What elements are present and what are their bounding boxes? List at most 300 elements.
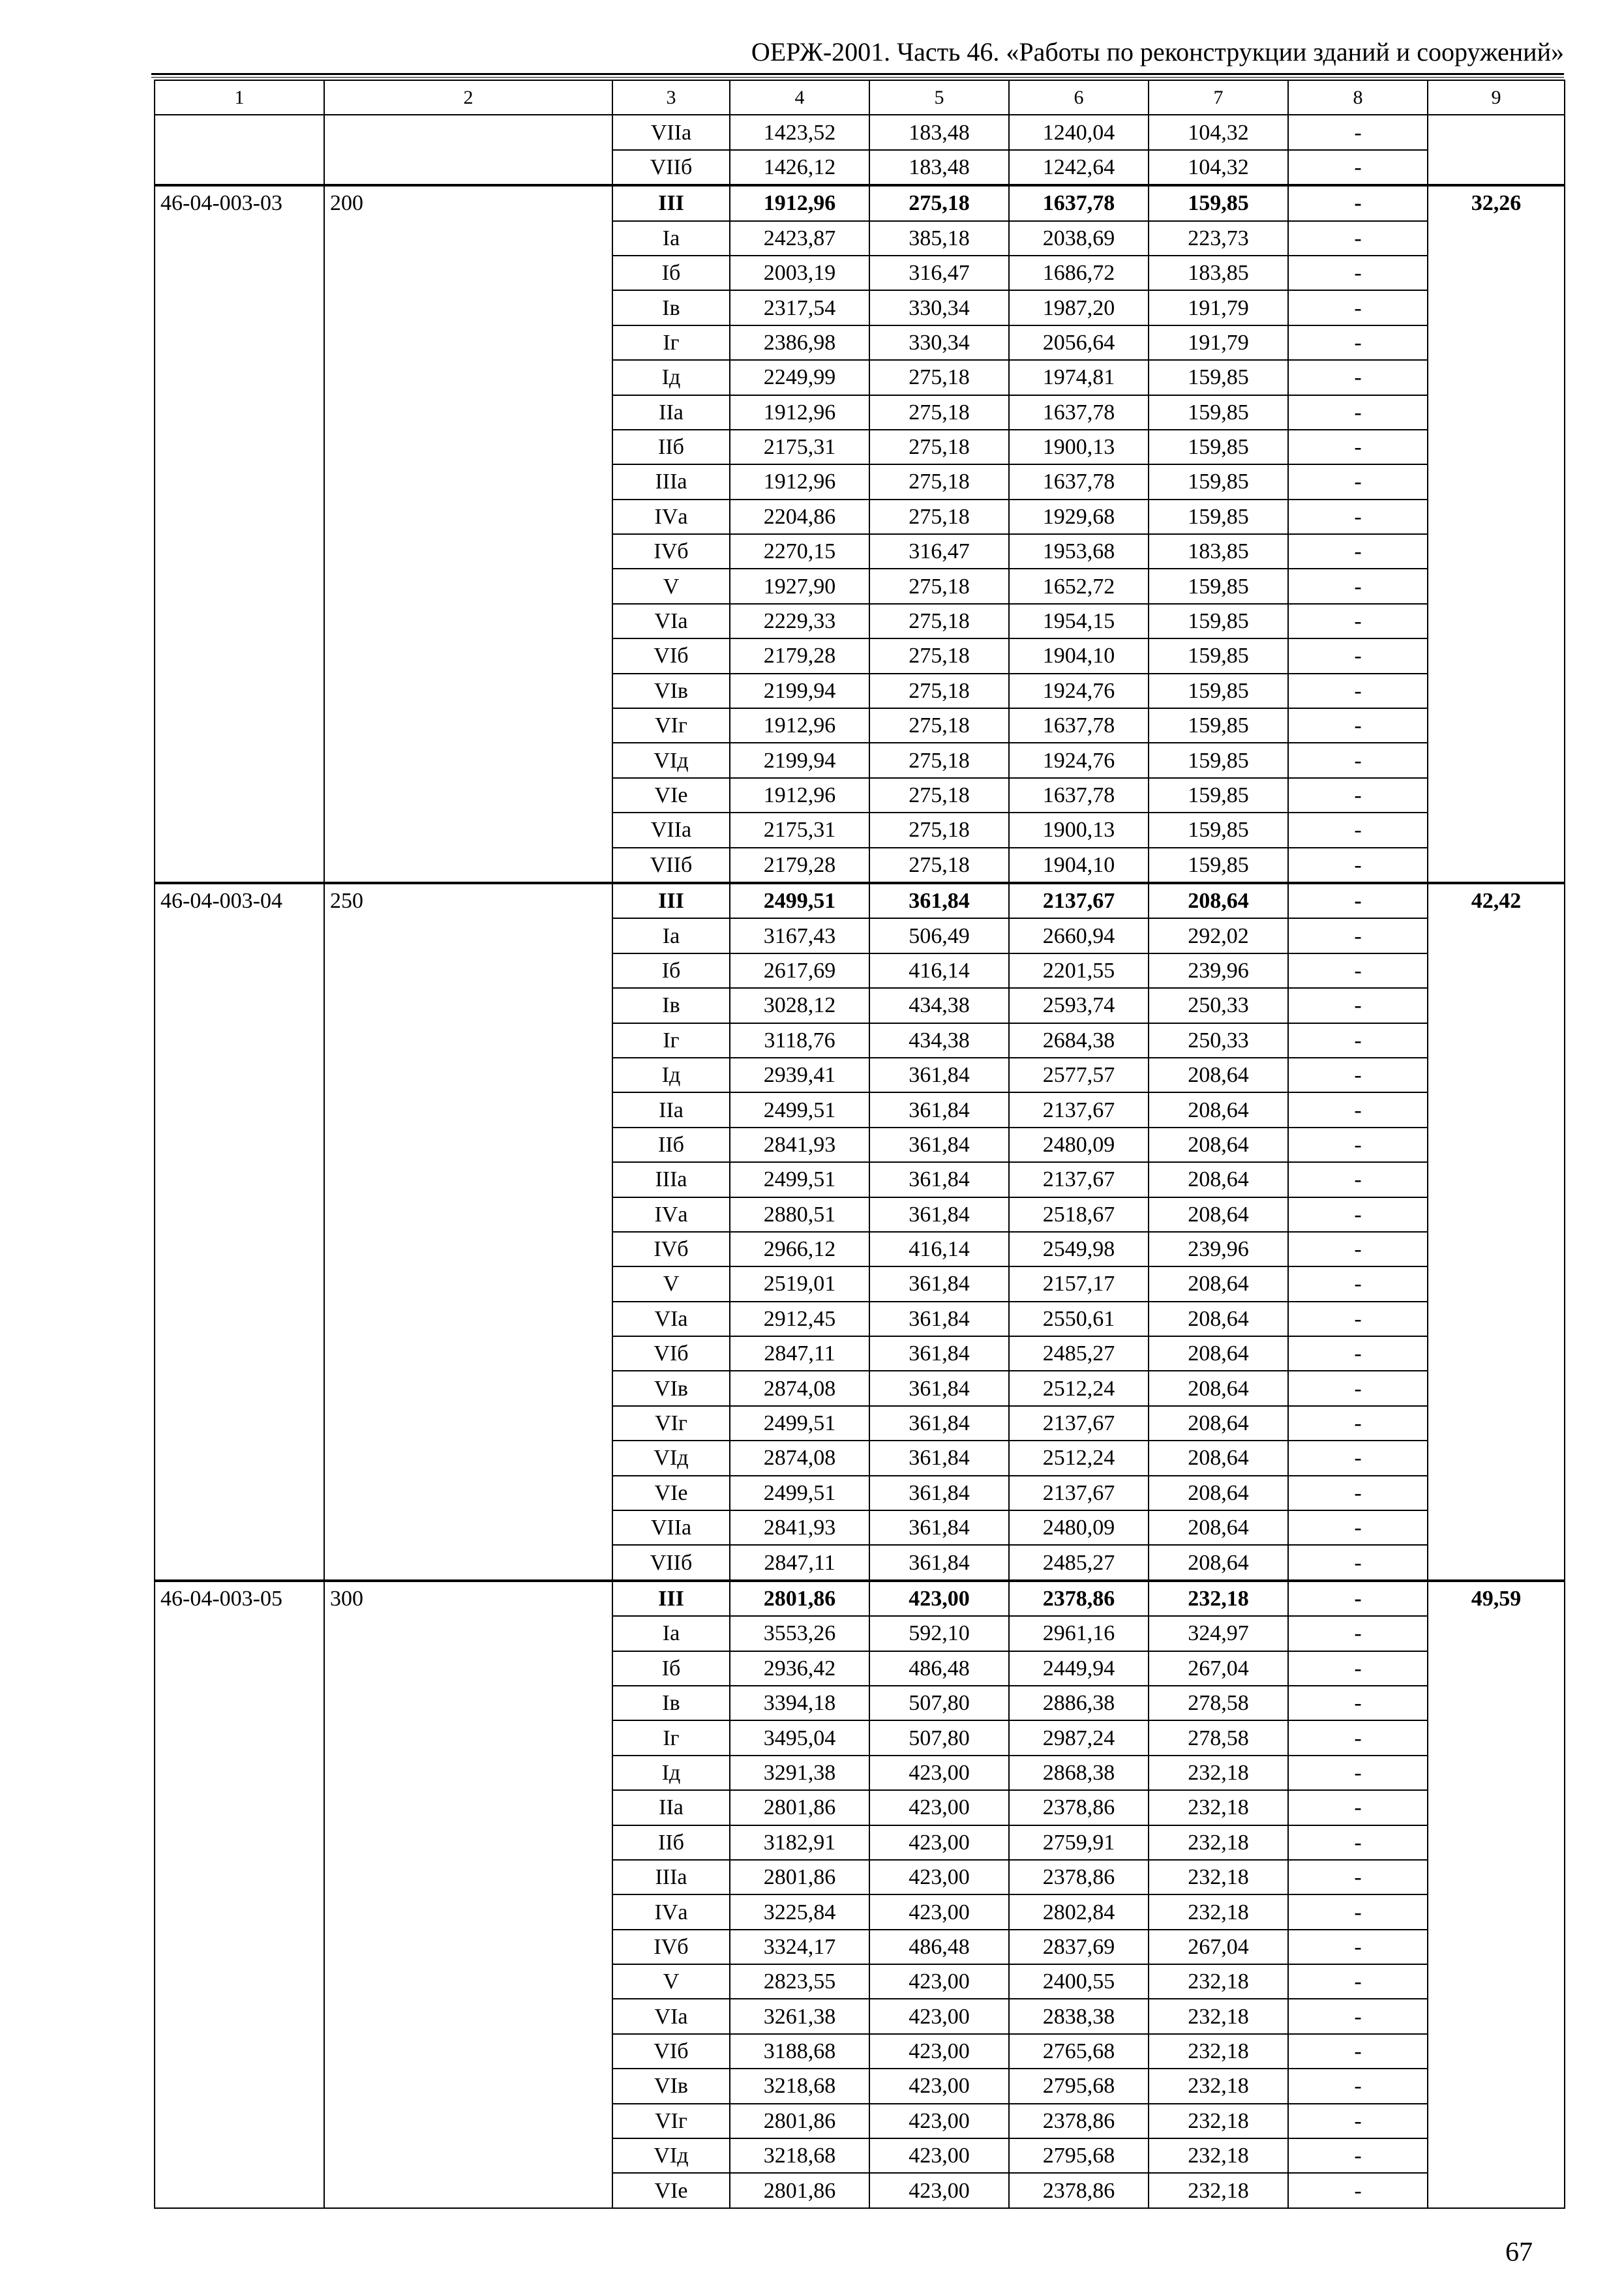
- direct-cost-cell: 2801,86: [730, 2104, 869, 2138]
- operators-wages-cell: 232,18: [1149, 2069, 1288, 2103]
- direct-cost-cell: 2617,69: [730, 953, 869, 988]
- direct-cost-cell: 2204,86: [730, 500, 869, 534]
- direct-cost-cell: 3394,18: [730, 1686, 869, 1720]
- page-header-title: ОЕРЖ-2001. Часть 46. «Работы по реконструкции зданий и сооружений»: [751, 37, 1564, 67]
- zone-cell: III: [612, 883, 730, 918]
- column-number: 9: [1428, 80, 1565, 115]
- machine-cost-cell: 2886,38: [1009, 1686, 1149, 1720]
- operators-wages-cell: 239,96: [1149, 953, 1288, 988]
- direct-cost-cell: 2823,55: [730, 1964, 869, 1999]
- machine-cost-cell: 2795,68: [1009, 2138, 1149, 2173]
- machine-cost-cell: 1637,78: [1009, 708, 1149, 743]
- direct-cost-cell: 1912,96: [730, 708, 869, 743]
- machine-cost-cell: 2137,67: [1009, 883, 1149, 918]
- rate-code-cell: 46-04-003-05: [155, 1581, 324, 2208]
- direct-cost-cell: 2499,51: [730, 1406, 869, 1441]
- machine-cost-cell: 2038,69: [1009, 221, 1149, 256]
- zone-cell: Iа: [612, 1616, 730, 1651]
- zone-cell: VIIб: [612, 150, 730, 185]
- wages-cell: 361,84: [869, 883, 1009, 918]
- machine-cost-cell: 2056,64: [1009, 325, 1149, 360]
- zone-cell: IIIа: [612, 1860, 730, 1894]
- rate-code-cell: 46-04-003-03: [155, 185, 324, 883]
- column-number-row: [155, 80, 1565, 115]
- machine-cost-cell: 2512,24: [1009, 1441, 1149, 1475]
- operators-wages-cell: 232,18: [1149, 1964, 1288, 1999]
- wages-cell: 506,49: [869, 918, 1009, 953]
- direct-cost-cell: 2801,86: [730, 2173, 869, 2207]
- rates-table: [154, 80, 1565, 2209]
- zone-cell: Iд: [612, 360, 730, 395]
- wages-cell: 486,48: [869, 1651, 1009, 1686]
- direct-cost-cell: 3118,76: [730, 1023, 869, 1058]
- operators-wages-cell: 208,64: [1149, 1266, 1288, 1301]
- direct-cost-cell: 3188,68: [730, 2034, 869, 2069]
- operators-wages-cell: 208,64: [1149, 1092, 1288, 1127]
- operators-wages-cell: 292,02: [1149, 918, 1288, 953]
- zone-cell: Iг: [612, 1720, 730, 1755]
- machine-cost-cell: 2485,27: [1009, 1545, 1149, 1580]
- operators-wages-cell: 208,64: [1149, 1510, 1288, 1545]
- direct-cost-cell: 1927,90: [730, 569, 869, 603]
- machine-cost-cell: 2549,98: [1009, 1232, 1149, 1266]
- machine-cost-cell: 2765,68: [1009, 2034, 1149, 2069]
- direct-cost-cell: 2874,08: [730, 1371, 869, 1405]
- materials-cell: -: [1288, 1266, 1428, 1301]
- operators-wages-cell: 232,18: [1149, 2138, 1288, 2173]
- machine-cost-cell: 1900,13: [1009, 430, 1149, 464]
- direct-cost-cell: 2499,51: [730, 1092, 869, 1127]
- zone-cell: IIб: [612, 1128, 730, 1162]
- zone-cell: Iб: [612, 1651, 730, 1686]
- machine-cost-cell: 2137,67: [1009, 1476, 1149, 1510]
- operators-wages-cell: 159,85: [1149, 674, 1288, 708]
- wages-cell: 423,00: [869, 1999, 1009, 2033]
- machine-cost-cell: 2137,67: [1009, 1162, 1149, 1197]
- materials-cell: -: [1288, 1441, 1428, 1475]
- machine-cost-cell: 2868,38: [1009, 1756, 1149, 1790]
- zone-cell: VIд: [612, 1441, 730, 1475]
- zone-cell: VIд: [612, 743, 730, 777]
- zone-cell: Iд: [612, 1058, 730, 1092]
- operators-wages-cell: 208,64: [1149, 1058, 1288, 1092]
- direct-cost-cell: 1912,96: [730, 185, 869, 220]
- machine-cost-cell: 1929,68: [1009, 500, 1149, 534]
- materials-cell: -: [1288, 604, 1428, 638]
- zone-cell: VIIб: [612, 1545, 730, 1580]
- direct-cost-cell: 2317,54: [730, 290, 869, 325]
- wages-cell: 361,84: [869, 1266, 1009, 1301]
- wages-cell: 275,18: [869, 464, 1009, 499]
- operators-wages-cell: 278,58: [1149, 1720, 1288, 1755]
- machine-cost-cell: 1904,10: [1009, 848, 1149, 883]
- parameter-cell: 200: [324, 185, 612, 883]
- materials-cell: -: [1288, 883, 1428, 918]
- direct-cost-cell: 2801,86: [730, 1860, 869, 1894]
- zone-cell: IIа: [612, 1092, 730, 1127]
- machine-cost-cell: 1904,10: [1009, 638, 1149, 673]
- zone-cell: VIв: [612, 1371, 730, 1405]
- machine-cost-cell: 1637,78: [1009, 395, 1149, 430]
- parameter-cell: 250: [324, 883, 612, 1581]
- direct-cost-cell: 2199,94: [730, 743, 869, 777]
- materials-cell: -: [1288, 1092, 1428, 1127]
- direct-cost-cell: 2841,93: [730, 1510, 869, 1545]
- machine-cost-cell: 2480,09: [1009, 1510, 1149, 1545]
- wages-cell: 275,18: [869, 638, 1009, 673]
- wages-cell: 275,18: [869, 674, 1009, 708]
- machine-cost-cell: 2802,84: [1009, 1894, 1149, 1929]
- wages-cell: 507,80: [869, 1720, 1009, 1755]
- wages-cell: 361,84: [869, 1302, 1009, 1336]
- machine-cost-cell: 2961,16: [1009, 1616, 1149, 1651]
- machine-cost-cell: 2660,94: [1009, 918, 1149, 953]
- operators-wages-cell: 159,85: [1149, 778, 1288, 813]
- direct-cost-cell: 3218,68: [730, 2138, 869, 2173]
- materials-cell: -: [1288, 1894, 1428, 1929]
- materials-cell: -: [1288, 1720, 1428, 1755]
- wages-cell: 423,00: [869, 2138, 1009, 2173]
- operators-wages-cell: 267,04: [1149, 1651, 1288, 1686]
- direct-cost-cell: 2179,28: [730, 638, 869, 673]
- wages-cell: 423,00: [869, 2173, 1009, 2207]
- materials-cell: -: [1288, 115, 1428, 149]
- machine-cost-cell: 2485,27: [1009, 1336, 1149, 1371]
- materials-cell: -: [1288, 813, 1428, 847]
- direct-cost-cell: 2966,12: [730, 1232, 869, 1266]
- wages-cell: 275,18: [869, 395, 1009, 430]
- zone-cell: V: [612, 1964, 730, 1999]
- direct-cost-cell: 2847,11: [730, 1545, 869, 1580]
- zone-cell: IIа: [612, 1790, 730, 1825]
- wages-cell: 183,48: [869, 115, 1009, 149]
- wages-cell: 275,18: [869, 360, 1009, 395]
- column-number: 2: [324, 80, 612, 115]
- operators-wages-cell: 208,64: [1149, 1371, 1288, 1405]
- operators-wages-cell: 250,33: [1149, 988, 1288, 1023]
- zone-cell: IVб: [612, 534, 730, 569]
- zone-cell: VIг: [612, 2104, 730, 2138]
- materials-cell: -: [1288, 1371, 1428, 1405]
- operators-wages-cell: 159,85: [1149, 464, 1288, 499]
- operators-wages-cell: 159,85: [1149, 360, 1288, 395]
- labor-cost-cell: [1428, 115, 1565, 185]
- machine-cost-cell: 2837,69: [1009, 1930, 1149, 1964]
- materials-cell: -: [1288, 1406, 1428, 1441]
- zone-cell: VIIа: [612, 115, 730, 149]
- direct-cost-cell: 2249,99: [730, 360, 869, 395]
- direct-cost-cell: 3261,38: [730, 1999, 869, 2033]
- wages-cell: 361,84: [869, 1545, 1009, 1580]
- operators-wages-cell: 208,64: [1149, 1162, 1288, 1197]
- operators-wages-cell: 232,18: [1149, 1581, 1288, 1616]
- wages-cell: 434,38: [869, 1023, 1009, 1058]
- materials-cell: -: [1288, 1999, 1428, 2033]
- materials-cell: -: [1288, 1825, 1428, 1860]
- zone-cell: VIIа: [612, 1510, 730, 1545]
- materials-cell: -: [1288, 360, 1428, 395]
- operators-wages-cell: 159,85: [1149, 500, 1288, 534]
- machine-cost-cell: 2378,86: [1009, 1790, 1149, 1825]
- zone-cell: IIIа: [612, 464, 730, 499]
- materials-cell: -: [1288, 2173, 1428, 2207]
- wages-cell: 361,84: [869, 1476, 1009, 1510]
- machine-cost-cell: 2759,91: [1009, 1825, 1149, 1860]
- page-number: 67: [1505, 2237, 1533, 2267]
- direct-cost-cell: 2499,51: [730, 1476, 869, 1510]
- zone-cell: VIа: [612, 1302, 730, 1336]
- machine-cost-cell: 1240,04: [1009, 115, 1149, 149]
- operators-wages-cell: 183,85: [1149, 534, 1288, 569]
- materials-cell: -: [1288, 638, 1428, 673]
- zone-cell: VIIб: [612, 848, 730, 883]
- materials-cell: -: [1288, 674, 1428, 708]
- wages-cell: 423,00: [869, 2104, 1009, 2138]
- wages-cell: 361,84: [869, 1441, 1009, 1475]
- direct-cost-cell: 2880,51: [730, 1197, 869, 1232]
- direct-cost-cell: 2936,42: [730, 1651, 869, 1686]
- materials-cell: -: [1288, 1651, 1428, 1686]
- zone-cell: VIе: [612, 1476, 730, 1510]
- operators-wages-cell: 159,85: [1149, 395, 1288, 430]
- wages-cell: 275,18: [869, 500, 1009, 534]
- direct-cost-cell: 2801,86: [730, 1581, 869, 1616]
- zone-cell: Iг: [612, 1023, 730, 1058]
- materials-cell: -: [1288, 1232, 1428, 1266]
- operators-wages-cell: 159,85: [1149, 813, 1288, 847]
- column-number: 7: [1149, 80, 1288, 115]
- wages-cell: 275,18: [869, 778, 1009, 813]
- materials-cell: -: [1288, 430, 1428, 464]
- materials-cell: -: [1288, 1860, 1428, 1894]
- operators-wages-cell: 159,85: [1149, 569, 1288, 603]
- materials-cell: -: [1288, 1686, 1428, 1720]
- materials-cell: -: [1288, 743, 1428, 777]
- zone-cell: III: [612, 185, 730, 220]
- materials-cell: -: [1288, 1545, 1428, 1580]
- operators-wages-cell: 232,18: [1149, 1894, 1288, 1929]
- materials-cell: -: [1288, 569, 1428, 603]
- machine-cost-cell: 1953,68: [1009, 534, 1149, 569]
- labor-cost-cell: 42,42: [1428, 883, 1565, 1581]
- operators-wages-cell: 267,04: [1149, 1930, 1288, 1964]
- wages-cell: 361,84: [869, 1510, 1009, 1545]
- materials-cell: -: [1288, 1616, 1428, 1651]
- operators-wages-cell: 232,18: [1149, 1790, 1288, 1825]
- zone-cell: IVа: [612, 1197, 730, 1232]
- machine-cost-cell: 2378,86: [1009, 2104, 1149, 2138]
- table-row: [155, 115, 1565, 149]
- direct-cost-cell: 1426,12: [730, 150, 869, 185]
- operators-wages-cell: 278,58: [1149, 1686, 1288, 1720]
- machine-cost-cell: 2378,86: [1009, 1860, 1149, 1894]
- machine-cost-cell: 1686,72: [1009, 256, 1149, 290]
- materials-cell: -: [1288, 1581, 1428, 1616]
- wages-cell: 361,84: [869, 1371, 1009, 1405]
- parameter-cell: 300: [324, 1581, 612, 2208]
- operators-wages-cell: 232,18: [1149, 2173, 1288, 2207]
- header-divider-thin: [151, 77, 1564, 78]
- zone-cell: IVб: [612, 1232, 730, 1266]
- direct-cost-cell: 3167,43: [730, 918, 869, 953]
- wages-cell: 423,00: [869, 1964, 1009, 1999]
- materials-cell: -: [1288, 1476, 1428, 1510]
- column-number: 6: [1009, 80, 1149, 115]
- materials-cell: -: [1288, 1302, 1428, 1336]
- wages-cell: 275,18: [869, 430, 1009, 464]
- materials-cell: -: [1288, 221, 1428, 256]
- machine-cost-cell: 1637,78: [1009, 464, 1149, 499]
- wages-cell: 423,00: [869, 1825, 1009, 1860]
- operators-wages-cell: 232,18: [1149, 1860, 1288, 1894]
- operators-wages-cell: 208,64: [1149, 1302, 1288, 1336]
- direct-cost-cell: 2519,01: [730, 1266, 869, 1301]
- labor-cost-cell: 49,59: [1428, 1581, 1565, 2208]
- direct-cost-cell: 3028,12: [730, 988, 869, 1023]
- materials-cell: -: [1288, 1162, 1428, 1197]
- materials-cell: -: [1288, 2104, 1428, 2138]
- wages-cell: 361,84: [869, 1128, 1009, 1162]
- materials-cell: -: [1288, 256, 1428, 290]
- zone-cell: Iв: [612, 988, 730, 1023]
- operators-wages-cell: 208,64: [1149, 1336, 1288, 1371]
- direct-cost-cell: 1912,96: [730, 395, 869, 430]
- materials-cell: -: [1288, 185, 1428, 220]
- wages-cell: 316,47: [869, 534, 1009, 569]
- wages-cell: 361,84: [869, 1092, 1009, 1127]
- direct-cost-cell: 3553,26: [730, 1616, 869, 1651]
- wages-cell: 275,18: [869, 848, 1009, 883]
- operators-wages-cell: 183,85: [1149, 256, 1288, 290]
- machine-cost-cell: 2137,67: [1009, 1406, 1149, 1441]
- materials-cell: -: [1288, 2034, 1428, 2069]
- operators-wages-cell: 208,64: [1149, 1441, 1288, 1475]
- zone-cell: VIIа: [612, 813, 730, 847]
- materials-cell: -: [1288, 953, 1428, 988]
- direct-cost-cell: 1423,52: [730, 115, 869, 149]
- direct-cost-cell: 2939,41: [730, 1058, 869, 1092]
- direct-cost-cell: 2229,33: [730, 604, 869, 638]
- wages-cell: 434,38: [869, 988, 1009, 1023]
- direct-cost-cell: 2179,28: [730, 848, 869, 883]
- materials-cell: -: [1288, 1336, 1428, 1371]
- wages-cell: 330,34: [869, 290, 1009, 325]
- operators-wages-cell: 191,79: [1149, 325, 1288, 360]
- machine-cost-cell: 2449,94: [1009, 1651, 1149, 1686]
- wages-cell: 361,84: [869, 1058, 1009, 1092]
- wages-cell: 423,00: [869, 1790, 1009, 1825]
- wages-cell: 275,18: [869, 185, 1009, 220]
- zone-cell: IVб: [612, 1930, 730, 1964]
- materials-cell: -: [1288, 1756, 1428, 1790]
- direct-cost-cell: 2499,51: [730, 1162, 869, 1197]
- machine-cost-cell: 2201,55: [1009, 953, 1149, 988]
- machine-cost-cell: 1954,15: [1009, 604, 1149, 638]
- wages-cell: 416,14: [869, 1232, 1009, 1266]
- materials-cell: -: [1288, 290, 1428, 325]
- machine-cost-cell: 2838,38: [1009, 1999, 1149, 2033]
- wages-cell: 385,18: [869, 221, 1009, 256]
- materials-cell: -: [1288, 1510, 1428, 1545]
- direct-cost-cell: 3182,91: [730, 1825, 869, 1860]
- direct-cost-cell: 2499,51: [730, 883, 869, 918]
- direct-cost-cell: 3218,68: [730, 2069, 869, 2103]
- zone-cell: IIIа: [612, 1162, 730, 1197]
- zone-cell: VIг: [612, 1406, 730, 1441]
- wages-cell: 592,10: [869, 1616, 1009, 1651]
- materials-cell: -: [1288, 2069, 1428, 2103]
- machine-cost-cell: 1242,64: [1009, 150, 1149, 185]
- materials-cell: -: [1288, 464, 1428, 499]
- operators-wages-cell: 104,32: [1149, 115, 1288, 149]
- wages-cell: 183,48: [869, 150, 1009, 185]
- machine-cost-cell: 1974,81: [1009, 360, 1149, 395]
- zone-cell: IIб: [612, 1825, 730, 1860]
- operators-wages-cell: 159,85: [1149, 708, 1288, 743]
- wages-cell: 423,00: [869, 1894, 1009, 1929]
- operators-wages-cell: 208,64: [1149, 1128, 1288, 1162]
- machine-cost-cell: 2684,38: [1009, 1023, 1149, 1058]
- materials-cell: -: [1288, 918, 1428, 953]
- zone-cell: Iд: [612, 1756, 730, 1790]
- materials-cell: -: [1288, 848, 1428, 883]
- wages-cell: 507,80: [869, 1686, 1009, 1720]
- column-number: 4: [730, 80, 869, 115]
- zone-cell: IVа: [612, 1894, 730, 1929]
- wages-cell: 275,18: [869, 708, 1009, 743]
- machine-cost-cell: 2593,74: [1009, 988, 1149, 1023]
- direct-cost-cell: 2874,08: [730, 1441, 869, 1475]
- zone-cell: VIб: [612, 2034, 730, 2069]
- operators-wages-cell: 208,64: [1149, 1476, 1288, 1510]
- direct-cost-cell: 2175,31: [730, 813, 869, 847]
- machine-cost-cell: 2987,24: [1009, 1720, 1149, 1755]
- machine-cost-cell: 2577,57: [1009, 1058, 1149, 1092]
- machine-cost-cell: 1900,13: [1009, 813, 1149, 847]
- zone-cell: VIб: [612, 1336, 730, 1371]
- table-row: [155, 185, 1565, 220]
- machine-cost-cell: 1924,76: [1009, 674, 1149, 708]
- zone-cell: Iб: [612, 953, 730, 988]
- direct-cost-cell: 2175,31: [730, 430, 869, 464]
- wages-cell: 275,18: [869, 743, 1009, 777]
- operators-wages-cell: 208,64: [1149, 1406, 1288, 1441]
- materials-cell: -: [1288, 1128, 1428, 1162]
- zone-cell: VIе: [612, 778, 730, 813]
- direct-cost-cell: 1912,96: [730, 464, 869, 499]
- zone-cell: VIа: [612, 1999, 730, 2033]
- wages-cell: 486,48: [869, 1930, 1009, 1964]
- operators-wages-cell: 232,18: [1149, 1999, 1288, 2033]
- materials-cell: -: [1288, 395, 1428, 430]
- zone-cell: IIа: [612, 395, 730, 430]
- zone-cell: Iв: [612, 290, 730, 325]
- zone-cell: IVа: [612, 500, 730, 534]
- machine-cost-cell: 2157,17: [1009, 1266, 1149, 1301]
- zone-cell: Iб: [612, 256, 730, 290]
- column-number: 3: [612, 80, 730, 115]
- zone-cell: Iа: [612, 221, 730, 256]
- operators-wages-cell: 159,85: [1149, 185, 1288, 220]
- machine-cost-cell: 2518,67: [1009, 1197, 1149, 1232]
- operators-wages-cell: 208,64: [1149, 1545, 1288, 1580]
- wages-cell: 416,14: [869, 953, 1009, 988]
- wages-cell: 423,00: [869, 1581, 1009, 1616]
- operators-wages-cell: 191,79: [1149, 290, 1288, 325]
- direct-cost-cell: 2386,98: [730, 325, 869, 360]
- machine-cost-cell: 2137,67: [1009, 1092, 1149, 1127]
- materials-cell: -: [1288, 2138, 1428, 2173]
